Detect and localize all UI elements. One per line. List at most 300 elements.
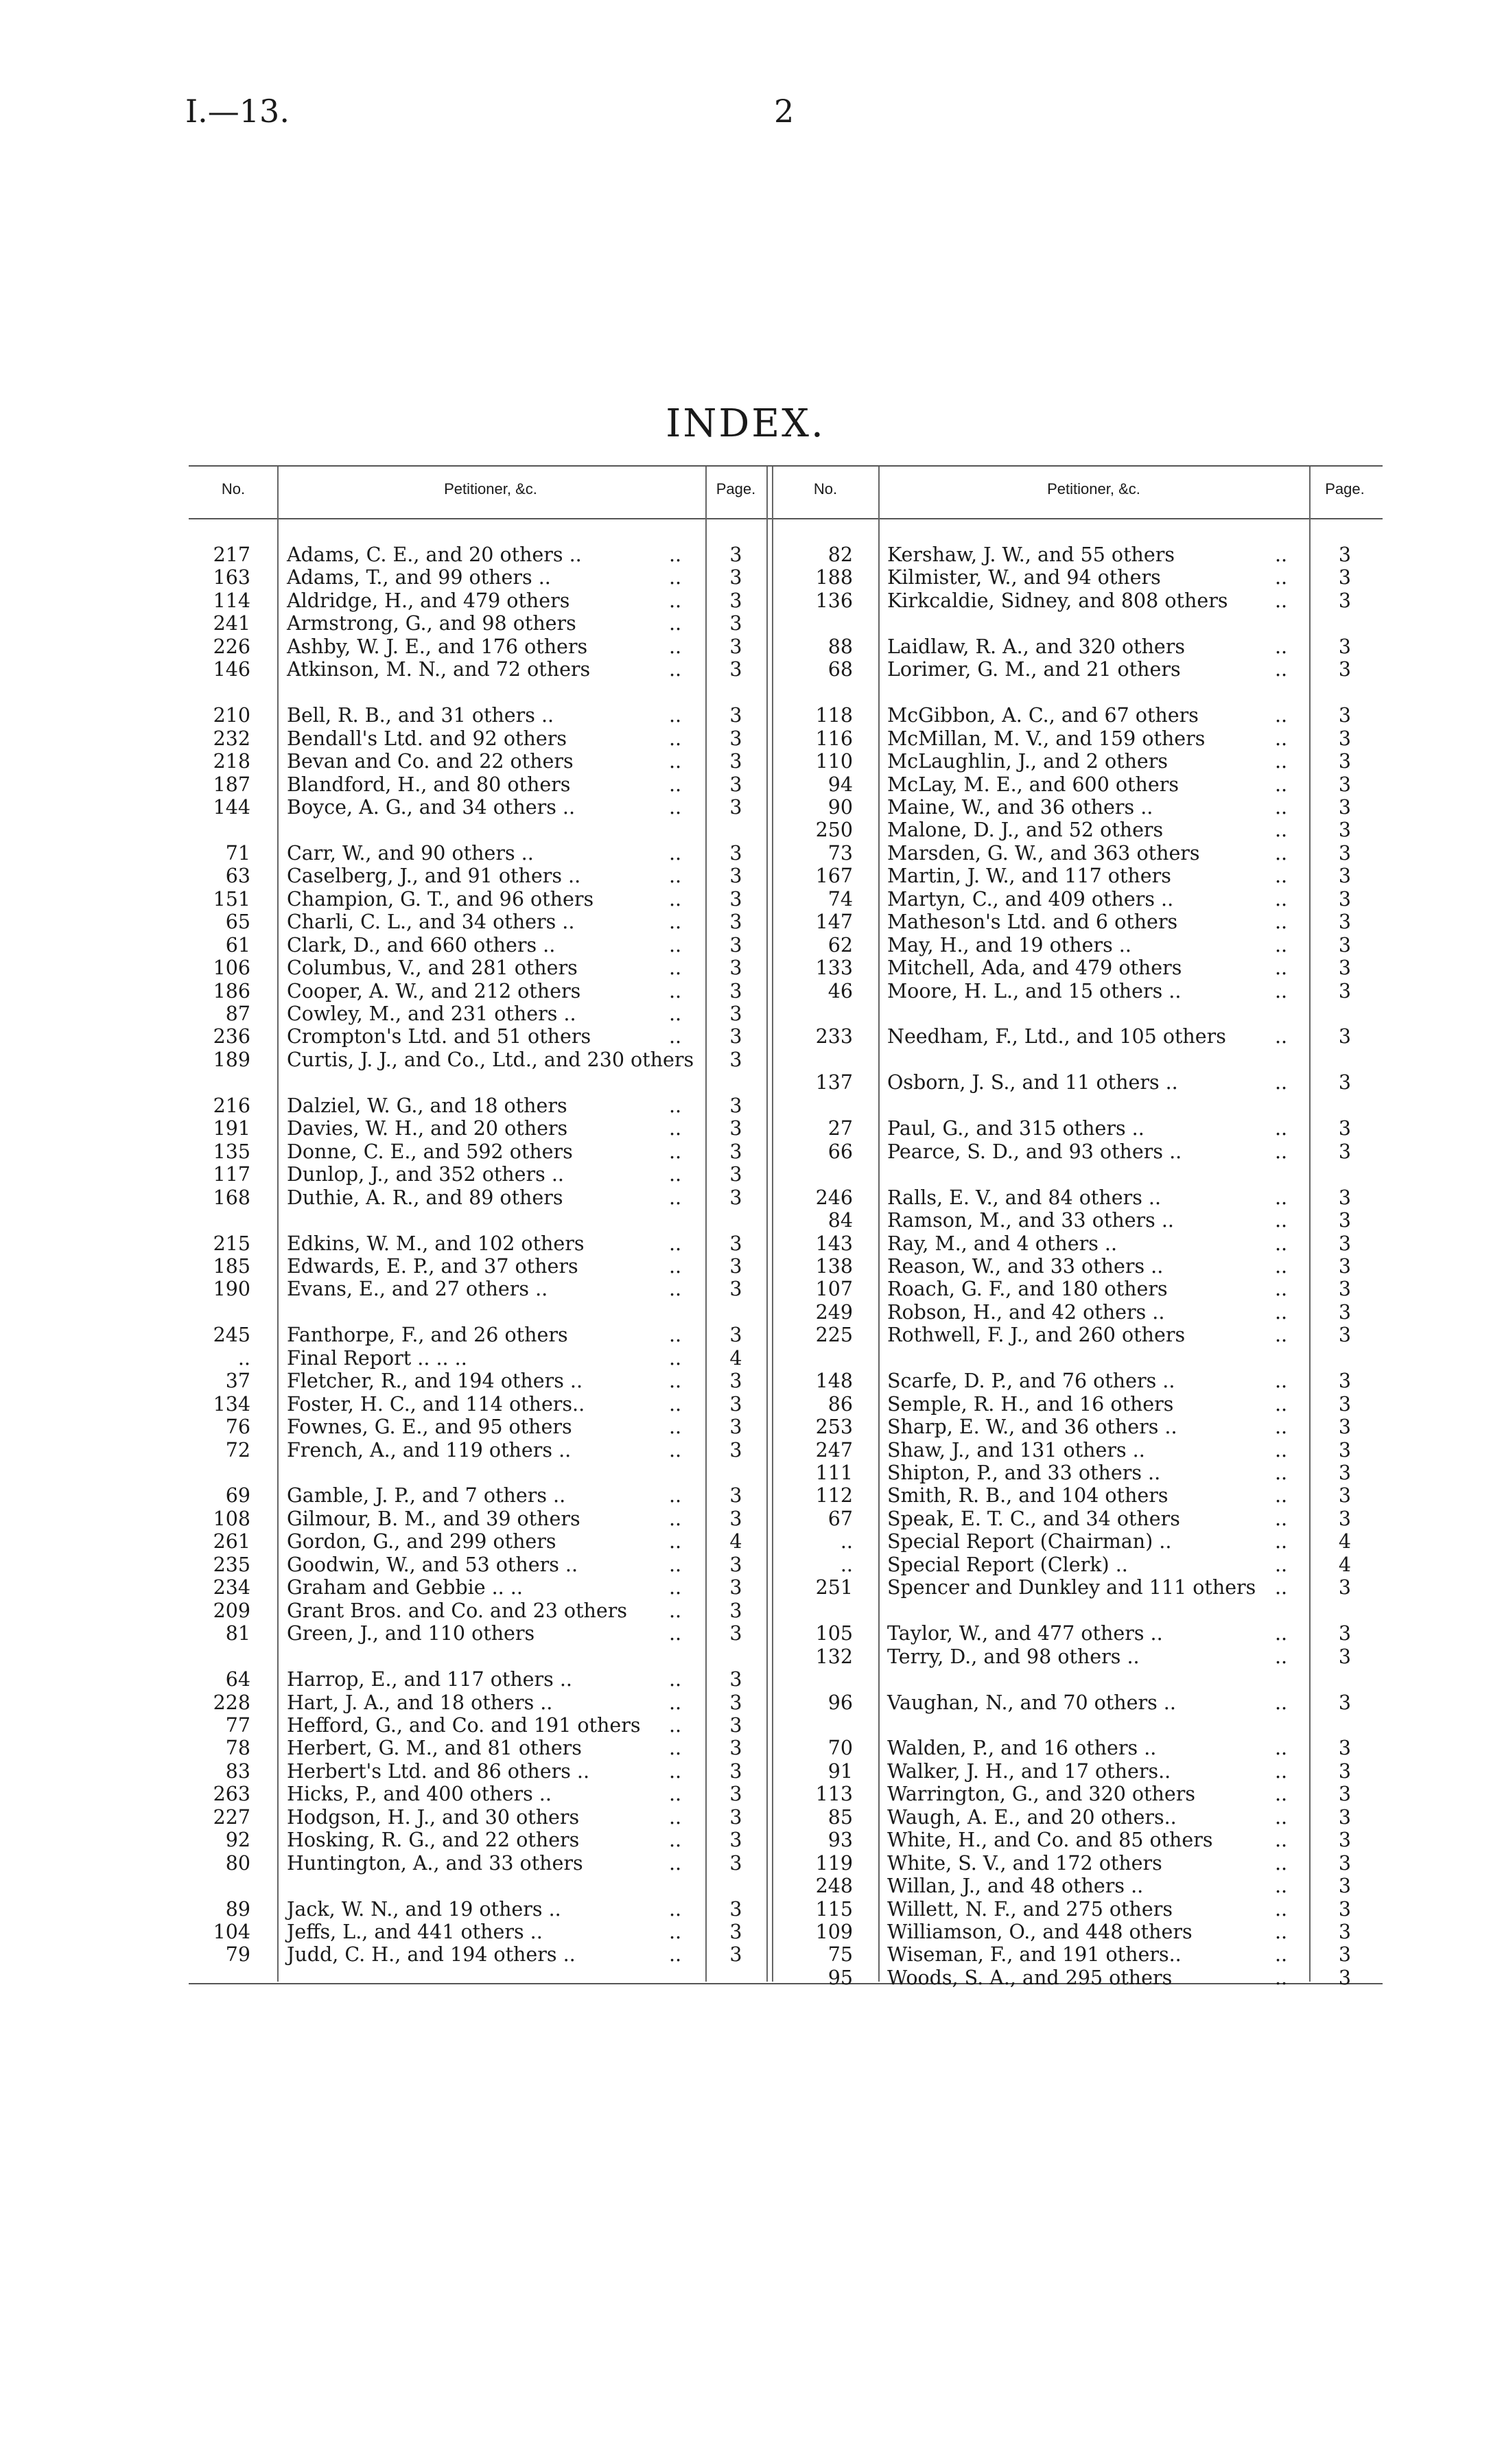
index-row [0,888,1491,911]
page-reference: 3 [729,1370,742,1393]
petition-number: 248 [815,1875,853,1898]
petition-number: 65 [225,911,250,934]
petitioner-name: Herbert, G. M., and 81 others [287,1737,582,1760]
column-header-petitioner: Petitioner, &c. [1047,480,1140,497]
petitioner-name: Sharp, E. W., and 36 others .. [887,1416,1177,1439]
page-reference: 3 [729,612,742,635]
page-reference: 3 [1338,1324,1352,1347]
leader-dots: .. [1275,1438,1288,1462]
page-reference: 3 [729,1140,742,1163]
petitioner-name: Goodwin, W., and 53 others .. [287,1553,578,1576]
petitioner-name: Curtis, J. J., and Co., Ltd., and 230 others [287,1048,694,1071]
leader-dots: .. [1275,1897,1288,1921]
index-row [0,1324,1491,1346]
petitioner-name: Dunlop, J., and 352 others .. [287,1163,564,1186]
petitioner-name: Willett, N. F., and 275 others [887,1897,1173,1921]
leader-dots: .. [669,795,682,819]
petition-number: 105 [815,1622,853,1645]
page-reference: 3 [1338,819,1352,842]
leader-dots: .. [1275,865,1288,888]
leader-dots: .. [669,1805,682,1829]
index-row [0,704,1491,727]
petitioner-name: Needham, F., Ltd., and 105 others [887,1025,1226,1048]
page-reference: 3 [729,704,742,727]
petitioner-name: Final Report .. .. .. [287,1346,467,1370]
petitioner-name: Kirkcaldie, Sidney, and 808 others [887,589,1228,612]
petition-number: 186 [213,979,250,1002]
page-reference: 3 [1338,865,1352,888]
index-row [0,1507,1491,1530]
petitioner-name: Edwards, E. P., and 37 others [287,1254,578,1278]
page-reference: 3 [729,1759,742,1783]
page-reference: 3 [729,727,742,750]
leader-dots: .. [669,1921,682,1943]
petition-number: 72 [225,1438,250,1462]
petitioner-name: Speak, E. T. C., and 34 others [887,1507,1180,1530]
petition-number: 118 [815,704,853,727]
leader-dots: .. [669,1783,682,1806]
petition-number: 236 [213,1025,250,1048]
petition-number: 64 [225,1668,250,1691]
page-reference: 3 [729,1713,742,1737]
leader-dots: .. [669,1943,682,1967]
index-row [0,1921,1491,1943]
page-reference: 3 [729,773,742,796]
petition-number: 209 [213,1599,250,1622]
leader-dots: .. [1275,979,1288,1002]
petition-number: 81 [225,1622,250,1645]
column-header-petitioner: Petitioner, &c. [444,480,537,497]
index-row [0,1002,1491,1025]
page-reference: 3 [729,750,742,773]
page-reference: 3 [729,1622,742,1645]
petition-number: 80 [225,1851,250,1875]
leader-dots: .. [669,635,682,658]
leader-dots: .. [1275,1829,1288,1852]
leader-dots: .. [669,1232,682,1255]
petition-number: 138 [815,1254,853,1278]
page-reference: 3 [1338,750,1352,773]
petition-number: 63 [225,865,250,888]
petition-number: .. [840,1530,853,1553]
petitioner-name: McMillan, M. V., and 159 others [887,727,1206,750]
index-row [0,865,1491,887]
leader-dots: .. [1275,1851,1288,1875]
petition-number: 108 [213,1507,250,1530]
petitioner-name: Wiseman, F., and 191 others.. [887,1943,1182,1967]
index-row [0,635,1491,658]
leader-dots: .. [669,704,682,727]
leader-dots: .. [669,1851,682,1875]
column-header-page: Page. [1325,480,1365,497]
page-reference: 3 [729,1599,742,1622]
column-header-page: Page. [716,480,756,497]
petitioner-name: Smith, R. B., and 104 others [887,1484,1169,1507]
leader-dots: .. [669,658,682,681]
leader-dots: .. [669,1346,682,1370]
page-reference: 3 [729,1737,742,1760]
leader-dots: .. [669,1691,682,1714]
petitioner-name: Semple, R. H., and 16 others [887,1392,1174,1416]
petitioner-name: Paul, G., and 315 others .. [887,1117,1144,1140]
page-reference: 3 [1338,1071,1352,1094]
leader-dots: .. [1275,1392,1288,1416]
page-reference: 3 [729,1484,742,1507]
petition-number: 115 [815,1897,853,1921]
petitioner-name: Warrington, G., and 320 others [887,1783,1195,1806]
petition-number: 235 [213,1553,250,1576]
leader-dots: .. [1275,1507,1288,1530]
leader-dots: .. [1275,1622,1288,1645]
page-reference: 3 [729,1002,742,1025]
petition-number: 132 [815,1645,853,1668]
leader-dots: .. [669,1576,682,1599]
petitioner-name: Adams, C. E., and 20 others .. [287,543,582,566]
leader-dots: .. [1275,841,1288,865]
leader-dots: .. [1275,704,1288,727]
petition-number: 135 [213,1140,250,1163]
leader-dots: .. [1275,1140,1288,1163]
index-row [0,1622,1491,1645]
index-row [0,1094,1491,1117]
index-row [0,1186,1491,1209]
index-row [0,1783,1491,1805]
petitioner-name: Blandford, H., and 80 others [287,773,571,796]
petitioner-name: Fownes, G. E., and 95 others [287,1416,572,1439]
index-row [0,1462,1491,1484]
leader-dots: .. [1275,750,1288,773]
leader-dots: .. [1275,1691,1288,1714]
petitioner-name: Caselberg, J., and 91 others .. [287,865,581,888]
petitioner-name: White, H., and Co. and 85 others [887,1829,1213,1852]
petition-number: 82 [827,543,853,566]
leader-dots: .. [1275,1232,1288,1255]
petition-number: 210 [213,704,250,727]
index-row [0,934,1491,957]
petitioner-name: Davies, W. H., and 20 others [287,1117,568,1140]
petitioner-name: Foster, H. C., and 114 others.. [287,1392,585,1416]
petition-number: 188 [815,566,853,589]
page-reference: 3 [1338,1829,1352,1852]
petitioner-name: Malone, D. J., and 52 others [887,819,1164,842]
petition-number: 232 [213,727,250,750]
page-reference: 3 [1338,1737,1352,1760]
petitioner-name: McLay, M. E., and 600 others [887,773,1179,796]
leader-dots: .. [669,865,682,888]
leader-dots: .. [669,1829,682,1852]
index-row [0,1140,1491,1163]
index-row [0,1278,1491,1300]
petitioner-name: Boyce, A. G., and 34 others .. [287,795,576,819]
page-reference: 3 [729,543,742,566]
index-row [0,911,1491,933]
petition-number: 187 [213,773,250,796]
page-reference: 3 [1338,1117,1352,1140]
leader-dots: .. [1275,566,1288,589]
page-reference: 3 [729,1048,742,1071]
page-reference: 3 [729,1163,742,1186]
page-reference: 3 [1338,1691,1352,1714]
petition-number: 261 [213,1530,250,1553]
page-reference: 3 [1338,1186,1352,1209]
petition-number: 110 [815,750,853,773]
page-reference: 3 [1338,1875,1352,1898]
leader-dots: .. [1275,1783,1288,1806]
petitioner-name: French, A., and 119 others .. [287,1438,572,1462]
index-row [0,1967,1491,1989]
petition-number: .. [840,1553,853,1576]
page-reference: 3 [729,1278,742,1301]
petitioner-name: Huntington, A., and 33 others [287,1851,583,1875]
leader-dots: .. [669,1530,682,1553]
page-reference: 4 [729,1346,742,1370]
petitioner-name: Bendall's Ltd. and 92 others [287,727,567,750]
petition-number: 61 [225,933,250,957]
petitioner-name: Hosking, R. G., and 22 others [287,1829,580,1852]
leader-dots: .. [1275,1921,1288,1943]
page-reference: 3 [729,1094,742,1117]
page-reference: 3 [1338,887,1352,911]
petitioner-name: Waugh, A. E., and 20 others.. [887,1805,1177,1829]
petition-number: 190 [213,1278,250,1301]
leader-dots: .. [669,1484,682,1507]
page-reference: 3 [729,1438,742,1462]
petitioner-name: Atkinson, M. N., and 72 others [287,658,591,681]
leader-dots: .. [669,1737,682,1760]
leader-dots: .. [669,1507,682,1530]
page-reference: 3 [729,1851,742,1875]
petition-number: 168 [213,1186,250,1209]
page-reference: 3 [729,1943,742,1967]
page-reference: 3 [729,589,742,612]
page-reference: 3 [729,1117,742,1140]
petition-number: 73 [827,841,853,865]
petition-number: 144 [213,795,250,819]
page-reference: 3 [1338,1025,1352,1048]
petition-number: 67 [827,1507,853,1530]
petition-number: 74 [827,887,853,911]
index-row [0,566,1491,589]
index-row [0,1370,1491,1392]
petition-number: 218 [213,750,250,773]
index-row [0,1898,1491,1921]
petitioner-name: Pearce, S. D., and 93 others .. [887,1140,1182,1163]
petitioner-name: Armstrong, G., and 98 others [287,612,576,635]
petitioner-name: Aldridge, H., and 479 others [287,589,570,612]
leader-dots: .. [669,1599,682,1622]
leader-dots: .. [1275,1416,1288,1439]
petitioner-name: Charli, C. L., and 34 others .. [287,911,575,934]
index-row [0,1393,1491,1416]
page-reference: 3 [1338,1300,1352,1324]
leader-dots: .. [1275,1966,1288,1989]
petition-number: 225 [815,1324,853,1347]
index-row [0,1117,1491,1140]
column-header-no: No. [813,480,838,497]
leader-dots: .. [1275,795,1288,819]
page-reference: 3 [729,1324,742,1347]
leader-dots: .. [1275,1737,1288,1760]
leader-dots: .. [669,1622,682,1645]
petitioner-name: Crompton's Ltd. and 51 others [287,1025,591,1048]
leader-dots: .. [1275,1576,1288,1599]
petitioner-name: Carr, W., and 90 others .. [287,841,534,865]
petition-number: 134 [213,1392,250,1416]
petition-number: 263 [213,1783,250,1806]
index-row [0,1484,1491,1507]
petitioner-name: Shipton, P., and 33 others .. [887,1462,1161,1484]
petition-number: 104 [213,1921,250,1943]
petitioner-name: Shaw, J., and 131 others .. [887,1438,1145,1462]
petitioner-name: Maine, W., and 36 others .. [887,795,1153,819]
leader-dots: .. [669,1002,682,1025]
leader-dots: .. [1275,1645,1288,1668]
leader-dots: .. [1275,1875,1288,1898]
index-row [0,1347,1491,1370]
petition-number: 116 [815,727,853,750]
petitioner-name: Kilmister, W., and 94 others [887,566,1161,589]
leader-dots: .. [669,1416,682,1439]
petition-number: 185 [213,1254,250,1278]
leader-dots: .. [669,1553,682,1576]
petition-number: 107 [815,1278,853,1301]
petitioner-name: Clark, D., and 660 others .. [287,933,556,957]
index-row [0,1737,1491,1759]
leader-dots: .. [1275,1370,1288,1393]
petition-number: 133 [815,957,853,980]
leader-dots: .. [1275,1484,1288,1507]
leader-dots: .. [1275,589,1288,612]
petition-number: 167 [815,865,853,888]
petition-number: 69 [225,1484,250,1507]
petitioner-name: Fletcher, R., and 194 others .. [287,1370,583,1393]
page-title: INDEX. [666,401,825,446]
petitioner-name: Gamble, J. P., and 7 others .. [287,1484,566,1507]
index-row [0,1829,1491,1851]
leader-dots: .. [669,887,682,911]
leader-dots: .. [1275,887,1288,911]
petition-number: 249 [815,1300,853,1324]
index-row [0,658,1491,681]
page-reference: 3 [729,1392,742,1416]
petition-number: 109 [815,1921,853,1943]
page-reference: 3 [729,1254,742,1278]
page-reference: 3 [729,795,742,819]
header-bottom-rule [189,518,1383,519]
leader-dots: .. [1275,819,1288,842]
document-reference: I.—13. [185,93,290,130]
petitioner-name: Edkins, W. M., and 102 others [287,1232,585,1255]
petition-number: 71 [225,841,250,865]
petitioner-name: Spencer and Dunkley and 111 others [887,1576,1256,1599]
page-reference: 4 [1338,1553,1352,1576]
index-row [0,1209,1491,1232]
page-reference: 3 [1338,635,1352,658]
page-reference: 3 [729,933,742,957]
petition-number: 233 [815,1025,853,1048]
page-reference: 3 [1338,589,1352,612]
petitioner-name: Williamson, O., and 448 others [887,1921,1193,1943]
petitioner-name: Reason, W., and 33 others .. [887,1254,1164,1278]
page-reference: 3 [729,1025,742,1048]
petition-number: 227 [213,1805,250,1829]
petitioner-name: Champion, G. T., and 96 others [287,887,594,911]
petition-number: 111 [815,1462,853,1484]
page-reference: 3 [1338,704,1352,727]
leader-dots: .. [669,1094,682,1117]
page-reference: 3 [1338,1392,1352,1416]
leader-dots: .. [1275,1071,1288,1094]
leader-dots: .. [669,911,682,934]
petitioner-name: Taylor, W., and 477 others .. [887,1622,1163,1645]
leader-dots: .. [1275,727,1288,750]
page-reference: 3 [1338,933,1352,957]
leader-dots: .. [669,1713,682,1737]
page-reference: 3 [729,566,742,589]
leader-dots: .. [1275,1186,1288,1209]
petitioner-name: Mitchell, Ada, and 479 others [887,957,1182,980]
page-reference: 3 [1338,1645,1352,1668]
petition-number: 245 [213,1324,250,1347]
page-reference: 3 [1338,841,1352,865]
page-reference: 3 [1338,1966,1352,1989]
page-reference: 3 [1338,1897,1352,1921]
page-reference: 3 [729,1553,742,1576]
index-row [0,1553,1491,1576]
petition-number: 215 [213,1232,250,1255]
petitioner-name: Lorimer, G. M., and 21 others [887,658,1181,681]
index-row [0,1943,1491,1966]
index-row [0,1025,1491,1048]
index-row [0,980,1491,1002]
page-reference: 3 [1338,1805,1352,1829]
leader-dots: .. [1275,1530,1288,1553]
petitioner-name: Evans, E., and 27 others .. [287,1278,548,1301]
leader-dots: .. [1275,1943,1288,1967]
page-number: 2 [774,93,795,130]
petitioner-name: Gordon, G., and 299 others [287,1530,556,1553]
petition-number: 247 [815,1438,853,1462]
leader-dots: .. [669,1438,682,1462]
page-reference: 3 [1338,1851,1352,1875]
petition-number: 96 [827,1691,853,1714]
petitioner-name: Fanthorpe, F., and 26 others [287,1324,568,1347]
leader-dots: .. [669,727,682,750]
table-top-rule [189,465,1383,467]
petition-number: .. [237,1346,250,1370]
page-reference: 3 [1338,1921,1352,1943]
petitioner-name: Graham and Gebbie .. .. [287,1576,523,1599]
index-row [0,1255,1491,1278]
index-row [0,1163,1491,1186]
petition-number: 85 [827,1805,853,1829]
leader-dots: .. [669,933,682,957]
page-reference: 3 [1338,1232,1352,1255]
petition-number: 250 [815,819,853,842]
page-reference: 3 [1338,1254,1352,1278]
petitioner-name: Dalziel, W. G., and 18 others [287,1094,567,1117]
page-reference: 3 [1338,1484,1352,1507]
petition-number: 91 [827,1759,853,1783]
page-reference: 3 [1338,543,1352,566]
index-row [0,1301,1491,1324]
petition-number: 163 [213,566,250,589]
petitioner-name: Woods, S. A., and 295 others [887,1966,1173,1989]
page-reference: 3 [1338,1438,1352,1462]
petition-number: 70 [827,1737,853,1760]
leader-dots: .. [669,979,682,1002]
petition-number: 113 [815,1783,853,1806]
